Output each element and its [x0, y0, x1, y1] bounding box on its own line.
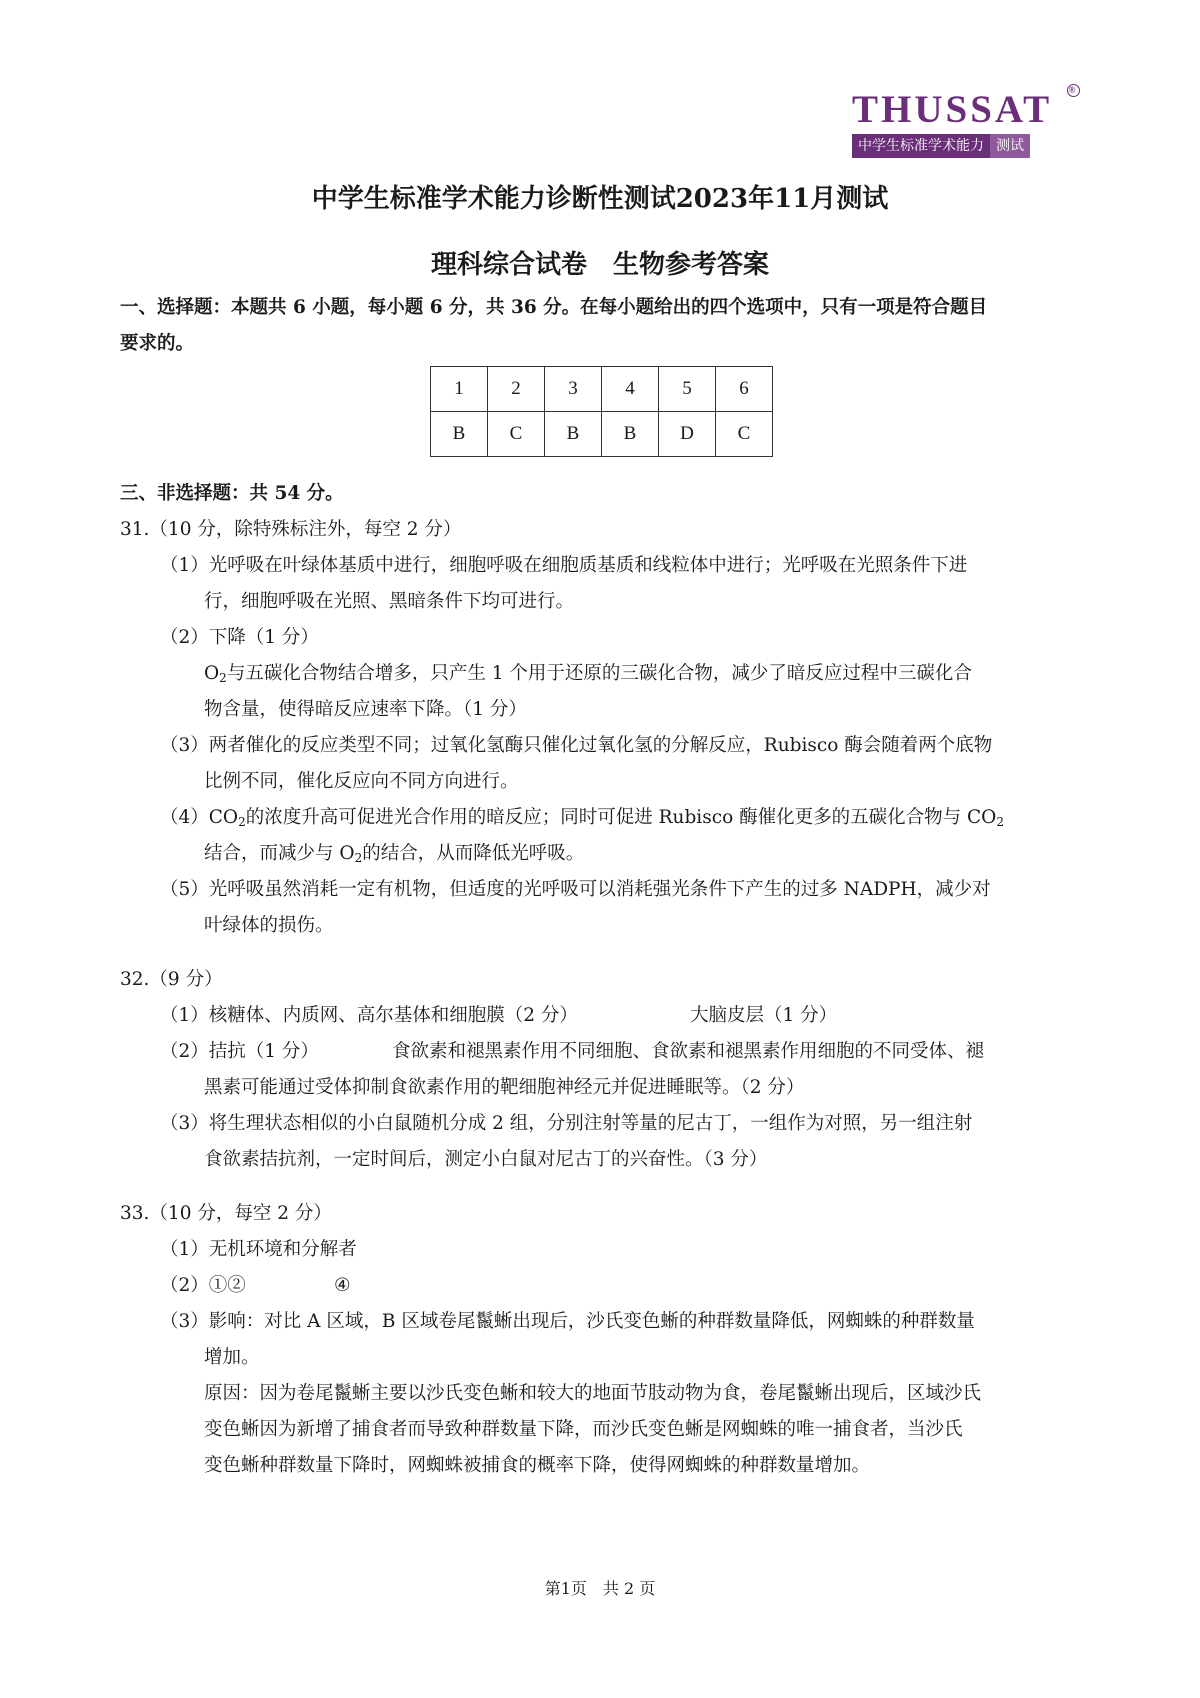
logo-brand: THUSSAT	[852, 88, 1053, 131]
section1-heading	[120, 290, 1080, 362]
q33-answer2a: （2）①②	[160, 1275, 246, 1296]
q32-answer3-line1: （3）将生理状态相似的小白鼠随机分成 2 组，分别注射等量的尼古丁，一组作为对照，另一组注射	[160, 1113, 973, 1134]
text-run: 的结合，从而降低光呼吸。	[362, 843, 585, 864]
page-title: 中学生标准学术能力诊断性测试2023年11月测试	[311, 184, 889, 214]
subscript: 2	[996, 815, 1004, 829]
page-subtitle: 理科综合试卷 生物参考答案	[430, 250, 769, 280]
table-cell: C	[488, 412, 545, 457]
q31-answer2-line1: （2）下降（1 分）	[160, 627, 319, 648]
trademark-icon: ®	[1068, 85, 1079, 95]
q33-answer1: （1）无机环境和分解者	[160, 1239, 357, 1260]
q33-answer3-line3: 原因：因为卷尾鬣蜥主要以沙氏变色蜥和较大的地面节肢动物为食，卷尾鬣蜥出现后，区域沙氏	[204, 1383, 982, 1404]
text-run: 结合，而减少与 O	[204, 843, 355, 864]
table-cell: 4	[602, 367, 659, 412]
table-cell: B	[431, 412, 488, 457]
table-cell: 1	[431, 367, 488, 412]
table-cell: B	[545, 412, 602, 457]
subscript: 2	[354, 851, 363, 865]
q31-answer4-line2	[204, 836, 584, 876]
q32-answer2b: 食欲素和褪黑素作用不同细胞、食欲素和褪黑素作用细胞的不同受体、褪	[392, 1041, 985, 1062]
q31-answer2-line2	[204, 656, 972, 696]
text-run: O	[204, 663, 220, 684]
logo-bar	[852, 134, 1074, 158]
q31-answer3-line1: （3）两者催化的反应类型不同；过氧化氢酶只催化过氧化氢的分解反应，Rubisco 酶会随着两个底物	[160, 735, 993, 756]
section3-heading: 三、非选择题：共 54 分。	[120, 483, 344, 504]
table-row-numbers	[431, 367, 773, 412]
q31-header: 31.（10 分，除特殊标注外，每空 2 分）	[120, 519, 462, 540]
q31-answer4-line1	[160, 800, 1004, 840]
table-cell: C	[716, 412, 773, 457]
subscript: 2	[238, 815, 246, 829]
q33-answer3-line5: 变色蜥种群数量下降时，网蜘蛛被捕食的概率下降，使得网蜘蛛的种群数量增加。	[204, 1455, 871, 1476]
section1-heading-line2: 要求的。	[120, 333, 195, 354]
text-run: 与五碳化合物结合增多，只产生 1 个用于还原的三碳化合物，减少了暗反应过程中三碳化合	[226, 663, 972, 684]
q33-header: 33.（10 分，每空 2 分）	[120, 1203, 332, 1224]
table-cell: 3	[545, 367, 602, 412]
q32-answer1a: （1）核糖体、内质网、高尔基体和细胞膜（2 分）	[160, 1005, 578, 1026]
section1-heading-line1: 一、选择题：本题共 6 小题，每小题 6 分，共 36 分。在每小题给出的四个选项中，只有一项是符合题目	[120, 297, 988, 318]
q33-answer3-line1: （3）影响：对比 A 区域，B 区域卷尾鬣蜥出现后，沙氏变色蜥的种群数量降低，网蜘蛛的种群数量	[160, 1311, 975, 1332]
q33-answer3-line4: 变色蜥因为新增了捕食者而导致种群数量下降，而沙氏变色蜥是网蜘蛛的唯一捕食者，当沙氏	[204, 1419, 963, 1440]
answer-table	[430, 366, 773, 457]
thussat-logo	[852, 85, 1079, 158]
logo-wordmark	[852, 85, 1079, 131]
q33-answer3-line2: 增加。	[204, 1347, 260, 1368]
q32-answer2-line2: 黑素可能通过受体抑制食欲素作用的靶细胞神经元并促进睡眠等。（2 分）	[204, 1077, 805, 1098]
q31-answer5-line2: 叶绿体的损伤。	[204, 915, 334, 936]
table-cell: 5	[659, 367, 716, 412]
q32-answer3-line2: 食欲素拮抗剂，一定时间后，测定小白鼠对尼古丁的兴奋性。（3 分）	[204, 1149, 768, 1170]
table-row-answers	[431, 412, 773, 457]
subscript: 2	[219, 671, 227, 685]
table-cell: D	[659, 412, 716, 457]
q33-answer2b: ④	[334, 1275, 351, 1296]
table-cell: 6	[716, 367, 773, 412]
page-footer: 第1页 共 2 页	[544, 1579, 656, 1598]
q31-answer1-line1: （1）光呼吸在叶绿体基质中进行，细胞呼吸在细胞质基质和线粒体中进行；光呼吸在光照条件下进	[160, 555, 968, 576]
q32-answer2a: （2）拮抗（1 分）	[160, 1041, 319, 1062]
logo-subtitle: 中学生标准学术能力	[852, 134, 990, 158]
table-cell: 2	[488, 367, 545, 412]
table-cell: B	[602, 412, 659, 457]
text-run: 的浓度升高可促进光合作用的暗反应；同时可促进 Rubisco 酶催化更多的五碳化合物与 CO	[245, 807, 997, 828]
q31-answer3-line2: 比例不同，催化反应向不同方向进行。	[204, 771, 519, 792]
q31-answer1-line2: 行，细胞呼吸在光照、黑暗条件下均可进行。	[204, 591, 575, 612]
q32-answer1b: 大脑皮层（1 分）	[690, 1005, 838, 1026]
q32-header: 32.（9 分）	[120, 969, 223, 990]
text-run: （4）CO	[160, 807, 239, 828]
logo-test: 测试	[990, 134, 1030, 158]
q31-answer2-line3: 物含量，使得暗反应速率下降。（1 分）	[204, 699, 527, 720]
q31-answer5-line1: （5）光呼吸虽然消耗一定有机物，但适度的光呼吸可以消耗强光条件下产生的过多 NADPH，减少对	[160, 879, 991, 900]
